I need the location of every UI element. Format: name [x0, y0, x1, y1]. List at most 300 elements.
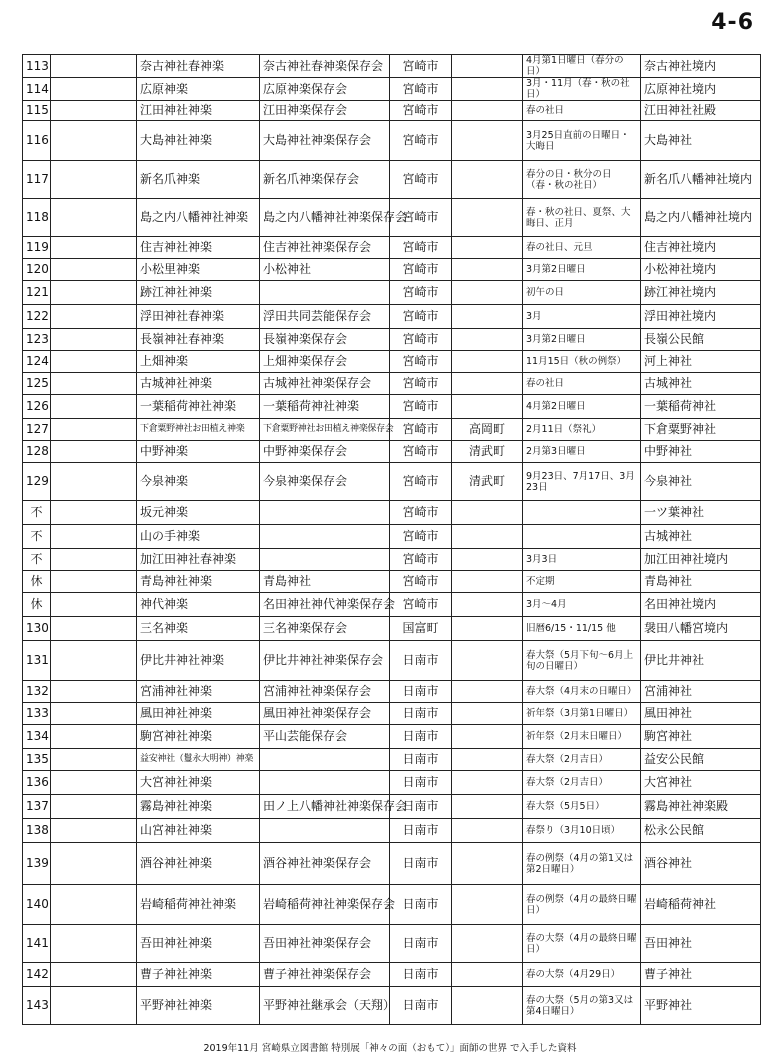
festival-date: 春の例祭（4月の最終日曜日） — [523, 885, 641, 925]
town — [452, 795, 523, 819]
venue: 大島神社 — [641, 121, 761, 161]
row-number: 127 — [23, 419, 51, 441]
table-row — [23, 771, 761, 795]
kagura-name: 下倉粟野神社お田植え神楽 — [137, 419, 260, 441]
blank-cell — [51, 617, 137, 641]
city: 日南市 — [390, 725, 452, 749]
town — [452, 885, 523, 925]
row-number: 113 — [23, 55, 51, 78]
venue: 風田神社 — [641, 703, 761, 725]
town: 高岡町 — [452, 419, 523, 441]
kagura-name: 霧島神社神楽 — [137, 795, 260, 819]
venue: 大宮神社 — [641, 771, 761, 795]
blank-cell — [51, 101, 137, 121]
kagura-name: 跡江神社神楽 — [137, 281, 260, 305]
kagura-name: 神代神楽 — [137, 593, 260, 617]
kagura-name: 中野神楽 — [137, 441, 260, 463]
row-number: 122 — [23, 305, 51, 329]
venue: 広原神社境内 — [641, 78, 761, 101]
kagura-name: 大島神社神楽 — [137, 121, 260, 161]
venue: 霧島神社神楽殿 — [641, 795, 761, 819]
city: 宮崎市 — [390, 78, 452, 101]
preservation-group: 平野神社継承会（天翔） — [260, 987, 390, 1025]
blank-cell — [51, 819, 137, 843]
venue: 一ツ葉神社 — [641, 501, 761, 525]
row-number: 不 — [23, 501, 51, 525]
venue: 跡江神社境内 — [641, 281, 761, 305]
preservation-group: 三名神楽保存会 — [260, 617, 390, 641]
venue: 古城神社 — [641, 373, 761, 395]
festival-date: 春の例祭（4月の第1又は第2日曜日） — [523, 843, 641, 885]
preservation-group — [260, 525, 390, 549]
blank-cell — [51, 885, 137, 925]
preservation-group — [260, 749, 390, 771]
preservation-group — [260, 281, 390, 305]
city: 宮崎市 — [390, 593, 452, 617]
blank-cell — [51, 161, 137, 199]
city: 宮崎市 — [390, 281, 452, 305]
kagura-name: 吾田神社神楽 — [137, 925, 260, 963]
venue: 益安公民館 — [641, 749, 761, 771]
table-row — [23, 121, 761, 161]
festival-date: 3月・11月（春・秋の社日） — [523, 78, 641, 101]
kagura-name: 坂元神楽 — [137, 501, 260, 525]
kagura-table — [22, 54, 761, 1025]
row-number: 142 — [23, 963, 51, 987]
preservation-group — [260, 549, 390, 571]
venue: 長嶺公民館 — [641, 329, 761, 351]
table-row — [23, 199, 761, 237]
table-row — [23, 161, 761, 199]
blank-cell — [51, 843, 137, 885]
venue: 住吉神社境内 — [641, 237, 761, 259]
kagura-name: 長嶺神社春神楽 — [137, 329, 260, 351]
table-row — [23, 571, 761, 593]
venue: 伊比井神社 — [641, 641, 761, 681]
blank-cell — [51, 259, 137, 281]
blank-cell — [51, 593, 137, 617]
preservation-group: 奈古神社春神楽保存会 — [260, 55, 390, 78]
city: 日南市 — [390, 819, 452, 843]
table-row — [23, 395, 761, 419]
row-number: 139 — [23, 843, 51, 885]
row-number: 134 — [23, 725, 51, 749]
venue: 宮浦神社 — [641, 681, 761, 703]
city: 宮崎市 — [390, 525, 452, 549]
preservation-group: 小松神社 — [260, 259, 390, 281]
table-row — [23, 237, 761, 259]
town — [452, 963, 523, 987]
table-row — [23, 305, 761, 329]
blank-cell — [51, 925, 137, 963]
row-number: 118 — [23, 199, 51, 237]
city: 宮崎市 — [390, 395, 452, 419]
venue: 吾田神社 — [641, 925, 761, 963]
town — [452, 351, 523, 373]
venue: 浮田神社境内 — [641, 305, 761, 329]
row-number: 125 — [23, 373, 51, 395]
blank-cell — [51, 963, 137, 987]
festival-date: 春大祭（2月吉日） — [523, 749, 641, 771]
row-number: 休 — [23, 571, 51, 593]
row-number: 138 — [23, 819, 51, 843]
festival-date: 春大祭（5月下旬～6月上旬の日曜日） — [523, 641, 641, 681]
preservation-group: 江田神楽保存会 — [260, 101, 390, 121]
row-number: 117 — [23, 161, 51, 199]
preservation-group: 吾田神社神楽保存会 — [260, 925, 390, 963]
kagura-name: 駒宮神社神楽 — [137, 725, 260, 749]
festival-date: 祈年祭（2月末日曜日） — [523, 725, 641, 749]
blank-cell — [51, 549, 137, 571]
preservation-group: 今泉神楽保存会 — [260, 463, 390, 501]
kagura-name: 山宮神社神楽 — [137, 819, 260, 843]
row-number: 123 — [23, 329, 51, 351]
town — [452, 725, 523, 749]
city: 宮崎市 — [390, 305, 452, 329]
city: 宮崎市 — [390, 101, 452, 121]
blank-cell — [51, 281, 137, 305]
venue: 青島神社 — [641, 571, 761, 593]
kagura-name: 加江田神社春神楽 — [137, 549, 260, 571]
venue: 加江田神社境内 — [641, 549, 761, 571]
table-row — [23, 463, 761, 501]
festival-date: 3月第2日曜日 — [523, 329, 641, 351]
blank-cell — [51, 749, 137, 771]
festival-date: 春・秋の社日、夏祭、大晦日、正月 — [523, 199, 641, 237]
table-row — [23, 819, 761, 843]
blank-cell — [51, 419, 137, 441]
venue: 松永公民館 — [641, 819, 761, 843]
town: 清武町 — [452, 463, 523, 501]
town — [452, 641, 523, 681]
town — [452, 199, 523, 237]
row-number: 129 — [23, 463, 51, 501]
town — [452, 703, 523, 725]
town: 清武町 — [452, 441, 523, 463]
town — [452, 78, 523, 101]
town — [452, 259, 523, 281]
table-row — [23, 593, 761, 617]
row-number: 137 — [23, 795, 51, 819]
row-number: 128 — [23, 441, 51, 463]
blank-cell — [51, 237, 137, 259]
preservation-group: 伊比井神社神楽保存会 — [260, 641, 390, 681]
kagura-name: 青島神社神楽 — [137, 571, 260, 593]
venue: 島之内八幡神社境内 — [641, 199, 761, 237]
preservation-group: 曹子神社神楽保存会 — [260, 963, 390, 987]
row-number: 132 — [23, 681, 51, 703]
city: 宮崎市 — [390, 373, 452, 395]
town — [452, 101, 523, 121]
town — [452, 501, 523, 525]
festival-date: 3月～4月 — [523, 593, 641, 617]
table-row — [23, 329, 761, 351]
preservation-group — [260, 771, 390, 795]
festival-date: 春大祭（4月末の日曜日） — [523, 681, 641, 703]
table-row — [23, 617, 761, 641]
row-number: 141 — [23, 925, 51, 963]
city: 日南市 — [390, 843, 452, 885]
kagura-name: 風田神社神楽 — [137, 703, 260, 725]
kagura-name: 宮浦神社神楽 — [137, 681, 260, 703]
city: 日南市 — [390, 963, 452, 987]
preservation-group: 大島神社神楽保存会 — [260, 121, 390, 161]
town — [452, 819, 523, 843]
kagura-name: 奈古神社春神楽 — [137, 55, 260, 78]
city: 日南市 — [390, 681, 452, 703]
blank-cell — [51, 987, 137, 1025]
row-number: 143 — [23, 987, 51, 1025]
row-number: 116 — [23, 121, 51, 161]
festival-date: 4月第2日曜日 — [523, 395, 641, 419]
festival-date: 春大祭（5月5日） — [523, 795, 641, 819]
town — [452, 121, 523, 161]
city: 日南市 — [390, 987, 452, 1025]
row-number: 131 — [23, 641, 51, 681]
blank-cell — [51, 55, 137, 78]
table-row — [23, 549, 761, 571]
preservation-group: 長嶺神楽保存会 — [260, 329, 390, 351]
kagura-name: 大宮神社神楽 — [137, 771, 260, 795]
blank-cell — [51, 501, 137, 525]
preservation-group: 古城神社神楽保存会 — [260, 373, 390, 395]
city: 日南市 — [390, 749, 452, 771]
festival-date: 春分の日・秋分の日（春・秋の社日） — [523, 161, 641, 199]
blank-cell — [51, 525, 137, 549]
city: 宮崎市 — [390, 351, 452, 373]
kagura-name: 広原神楽 — [137, 78, 260, 101]
blank-cell — [51, 795, 137, 819]
venue: 名田神社境内 — [641, 593, 761, 617]
kagura-name: 益安神社（鬘永大明神）神楽 — [137, 749, 260, 771]
city: 日南市 — [390, 885, 452, 925]
page-number-label: 4-6 — [711, 10, 754, 35]
festival-date: 3月 — [523, 305, 641, 329]
venue: 平野神社 — [641, 987, 761, 1025]
venue: 袰田八幡宮境内 — [641, 617, 761, 641]
table-row — [23, 725, 761, 749]
table-row — [23, 441, 761, 463]
preservation-group: 島之内八幡神社神楽保存会 — [260, 199, 390, 237]
city: 宮崎市 — [390, 463, 452, 501]
blank-cell — [51, 681, 137, 703]
festival-date: 2月第3日曜日 — [523, 441, 641, 463]
town — [452, 373, 523, 395]
table-row — [23, 987, 761, 1025]
blank-cell — [51, 703, 137, 725]
table-row — [23, 101, 761, 121]
table-row — [23, 641, 761, 681]
preservation-group: 風田神社神楽保存会 — [260, 703, 390, 725]
kagura-name: 酒谷神社神楽 — [137, 843, 260, 885]
festival-date — [523, 501, 641, 525]
table-row — [23, 885, 761, 925]
town — [452, 329, 523, 351]
table-row — [23, 681, 761, 703]
town — [452, 571, 523, 593]
row-number: 不 — [23, 549, 51, 571]
table-row — [23, 925, 761, 963]
table-row — [23, 78, 761, 101]
festival-date: 3月25日直前の日曜日・大晦日 — [523, 121, 641, 161]
festival-date: 春の大祭（5月の第3又は第4日曜日） — [523, 987, 641, 1025]
row-number: 119 — [23, 237, 51, 259]
preservation-group: 住吉神社神楽保存会 — [260, 237, 390, 259]
preservation-group: 岩崎稲荷神社神楽保存会 — [260, 885, 390, 925]
preservation-group: 一葉稲荷神社神楽 — [260, 395, 390, 419]
venue: 奈古神社境内 — [641, 55, 761, 78]
town — [452, 55, 523, 78]
city: 宮崎市 — [390, 55, 452, 78]
festival-date: 9月23日、7月17日、3月23日 — [523, 463, 641, 501]
kagura-name: 新名爪神楽 — [137, 161, 260, 199]
town — [452, 925, 523, 963]
town — [452, 749, 523, 771]
row-number: 140 — [23, 885, 51, 925]
festival-date: 3月3日 — [523, 549, 641, 571]
kagura-name: 上畑神楽 — [137, 351, 260, 373]
preservation-group: 青島神社 — [260, 571, 390, 593]
row-number: 126 — [23, 395, 51, 419]
table-row — [23, 419, 761, 441]
row-number: 休 — [23, 593, 51, 617]
venue: 新名爪八幡神社境内 — [641, 161, 761, 199]
kagura-name: 古城神社神楽 — [137, 373, 260, 395]
festival-date: 春祭り（3月10日頃） — [523, 819, 641, 843]
preservation-group: 宮浦神社神楽保存会 — [260, 681, 390, 703]
venue: 曹子神社 — [641, 963, 761, 987]
festival-date: 旧暦6/15・11/15 他 — [523, 617, 641, 641]
city: 宮崎市 — [390, 549, 452, 571]
city: 日南市 — [390, 641, 452, 681]
blank-cell — [51, 78, 137, 101]
town — [452, 843, 523, 885]
row-number: 135 — [23, 749, 51, 771]
table-row — [23, 963, 761, 987]
kagura-name: 三名神楽 — [137, 617, 260, 641]
town — [452, 281, 523, 305]
town — [452, 395, 523, 419]
row-number: 130 — [23, 617, 51, 641]
blank-cell — [51, 725, 137, 749]
festival-date: 2月11日（祭礼） — [523, 419, 641, 441]
venue: 駒宮神社 — [641, 725, 761, 749]
town — [452, 237, 523, 259]
blank-cell — [51, 463, 137, 501]
kagura-name: 曹子神社神楽 — [137, 963, 260, 987]
table-row — [23, 703, 761, 725]
venue: 江田神社社殿 — [641, 101, 761, 121]
festival-date: 春の社日 — [523, 373, 641, 395]
preservation-group: 新名爪神楽保存会 — [260, 161, 390, 199]
preservation-group: 酒谷神社神楽保存会 — [260, 843, 390, 885]
blank-cell — [51, 199, 137, 237]
preservation-group: 広原神楽保存会 — [260, 78, 390, 101]
kagura-name: 住吉神社神楽 — [137, 237, 260, 259]
town — [452, 771, 523, 795]
table-row — [23, 55, 761, 78]
kagura-name: 岩崎稲荷神社神楽 — [137, 885, 260, 925]
festival-date — [523, 525, 641, 549]
town — [452, 593, 523, 617]
table-row — [23, 795, 761, 819]
festival-date: 春大祭（2月吉日） — [523, 771, 641, 795]
venue: 酒谷神社 — [641, 843, 761, 885]
city: 日南市 — [390, 795, 452, 819]
preservation-group: 平山芸能保存会 — [260, 725, 390, 749]
table-row — [23, 351, 761, 373]
preservation-group: 上畑神楽保存会 — [260, 351, 390, 373]
row-number: 120 — [23, 259, 51, 281]
blank-cell — [51, 329, 137, 351]
town — [452, 161, 523, 199]
festival-date: 春の社日、元旦 — [523, 237, 641, 259]
kagura-name: 一葉稲荷神社神楽 — [137, 395, 260, 419]
footer-note: 2019年11月 宮崎県立図書館 特別展「神々の面（おもて）」面師の世界 で入手した資料 — [203, 1043, 577, 1054]
row-number: 124 — [23, 351, 51, 373]
venue: 下倉粟野神社 — [641, 419, 761, 441]
city: 宮崎市 — [390, 501, 452, 525]
preservation-group: 名田神社神代神楽保存会 — [260, 593, 390, 617]
kagura-name: 伊比井神社神楽 — [137, 641, 260, 681]
kagura-name: 浮田神社春神楽 — [137, 305, 260, 329]
venue: 一葉稲荷神社 — [641, 395, 761, 419]
table-row — [23, 525, 761, 549]
preservation-group: 浮田共同芸能保存会 — [260, 305, 390, 329]
city: 宮崎市 — [390, 441, 452, 463]
preservation-group: 田ノ上八幡神社神楽保存会 — [260, 795, 390, 819]
festival-date: 不定期 — [523, 571, 641, 593]
city: 宮崎市 — [390, 571, 452, 593]
table-row — [23, 501, 761, 525]
city: 日南市 — [390, 771, 452, 795]
festival-date: 11月15日（秋の例祭） — [523, 351, 641, 373]
table-row — [23, 259, 761, 281]
city: 宮崎市 — [390, 161, 452, 199]
festival-date: 春の大祭（4月の最終日曜日） — [523, 925, 641, 963]
city: 宮崎市 — [390, 121, 452, 161]
festival-date: 祈年祭（3月第1日曜日） — [523, 703, 641, 725]
table-row — [23, 281, 761, 305]
venue: 中野神社 — [641, 441, 761, 463]
festival-date: 4月第1日曜日（春分の日） — [523, 55, 641, 78]
row-number: 115 — [23, 101, 51, 121]
blank-cell — [51, 351, 137, 373]
table-row — [23, 843, 761, 885]
town — [452, 305, 523, 329]
preservation-group: 下倉粟野神社お田植え神楽保存会 — [260, 419, 390, 441]
blank-cell — [51, 771, 137, 795]
kagura-name: 江田神社神楽 — [137, 101, 260, 121]
city: 宮崎市 — [390, 237, 452, 259]
festival-date: 春の社日 — [523, 101, 641, 121]
city: 宮崎市 — [390, 329, 452, 351]
kagura-name: 小松里神楽 — [137, 259, 260, 281]
city: 日南市 — [390, 925, 452, 963]
preservation-group — [260, 501, 390, 525]
preservation-group — [260, 819, 390, 843]
kagura-name: 平野神社神楽 — [137, 987, 260, 1025]
city: 国富町 — [390, 617, 452, 641]
kagura-name: 山の手神楽 — [137, 525, 260, 549]
row-number: 133 — [23, 703, 51, 725]
kagura-name: 島之内八幡神社神楽 — [137, 199, 260, 237]
kagura-name: 今泉神楽 — [137, 463, 260, 501]
festival-date: 3月第2日曜日 — [523, 259, 641, 281]
town — [452, 987, 523, 1025]
town — [452, 617, 523, 641]
blank-cell — [51, 395, 137, 419]
